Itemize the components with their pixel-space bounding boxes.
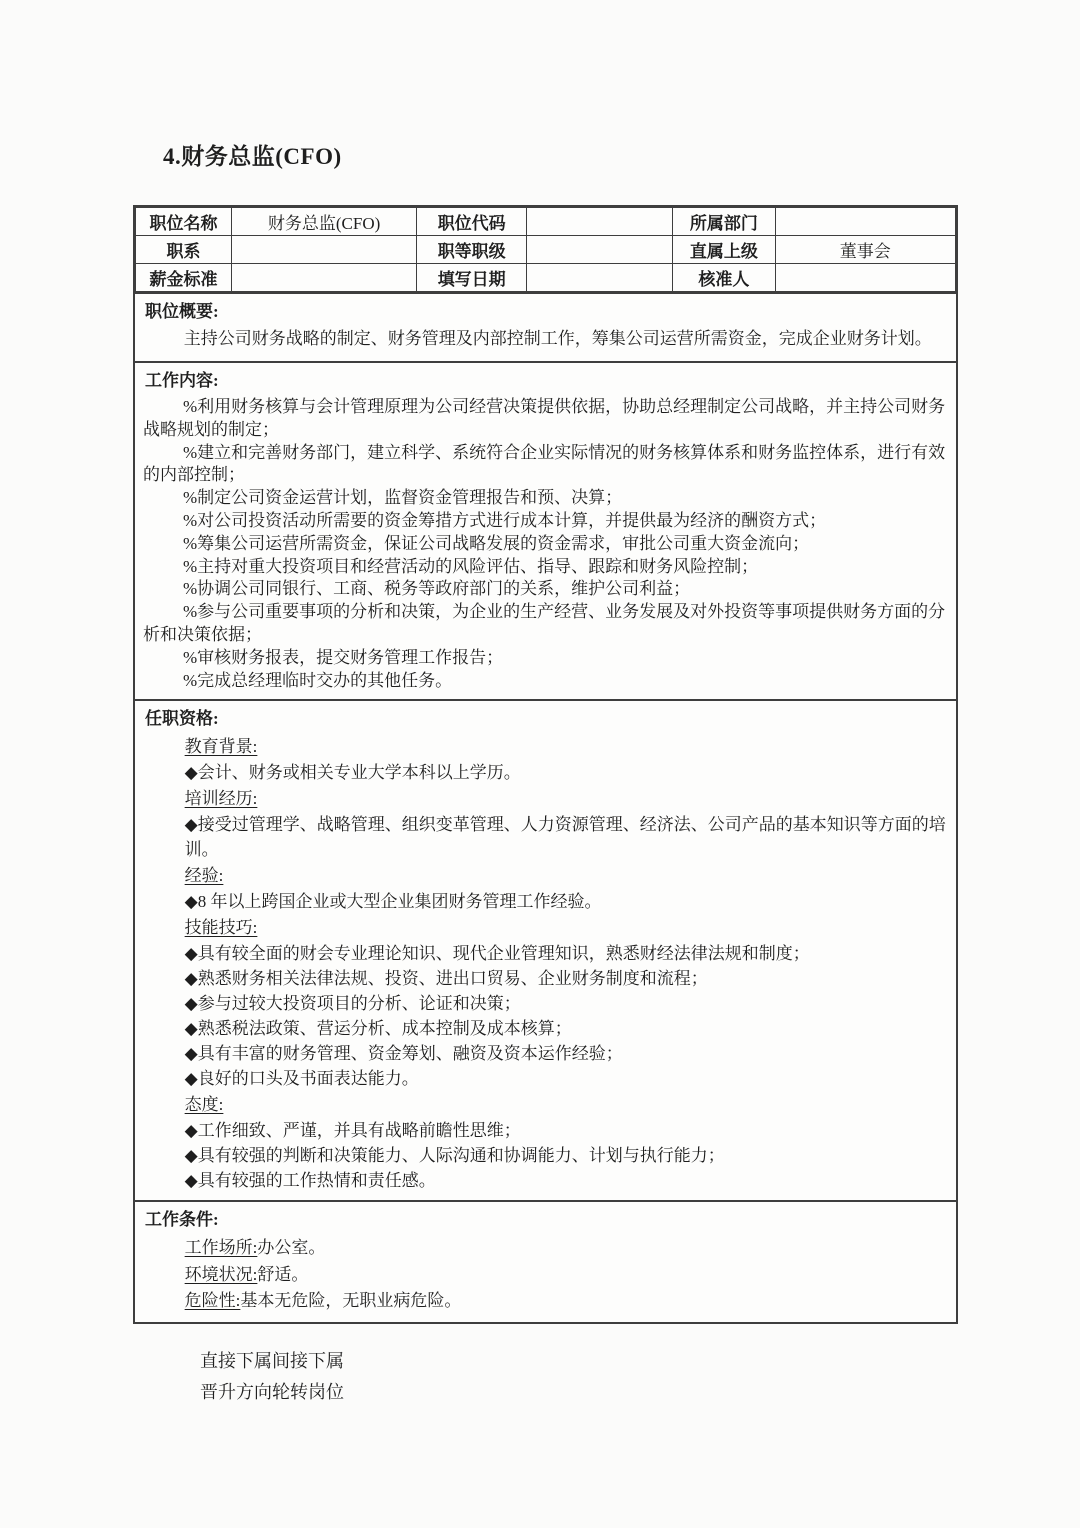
value-salary-standard — [231, 264, 416, 292]
duty-item: %利用财务核算与会计管理原理为公司经营决策提供依据，协助总经理制定公司战略，并主持公司财务战略规划的制定； — [143, 397, 946, 439]
label-job-family: 职系 — [136, 236, 232, 264]
qualification-subheading-experience: 经验: — [184, 866, 224, 886]
value-job-family — [231, 236, 416, 264]
section-heading: 任职资格: — [145, 709, 219, 729]
section-qualifications — [135, 699, 956, 1200]
section-work-conditions — [135, 1200, 956, 1322]
value-position-name: 财务总监(CFO) — [231, 208, 416, 236]
label-position-name: 职位名称 — [136, 208, 232, 236]
section-work-content — [135, 361, 956, 699]
footer-notes — [200, 1346, 958, 1408]
label-approver: 核准人 — [673, 264, 776, 292]
duty-item: %对公司投资活动所需要的资金筹措方式进行成本计算，并提供最为经济的酬资方式； — [182, 510, 827, 530]
qualification-item: ◆具有较全面的财会专业理论知识、现代企业管理知识，熟悉财经法律法规和制度； — [184, 944, 810, 964]
table-row — [136, 236, 956, 264]
value-job-grade — [527, 236, 673, 264]
table-row — [136, 264, 956, 292]
label-fill-date: 填写日期 — [417, 264, 527, 292]
label-salary-standard: 薪金标准 — [136, 264, 232, 292]
qualification-item: ◆会计、财务或相关专业大学本科以上学历。 — [184, 763, 521, 783]
qualification-item: ◆具有较强的工作热情和责任感。 — [184, 1171, 436, 1191]
qualification-subheading-skills: 技能技巧: — [184, 918, 258, 938]
job-description-form — [133, 205, 958, 1324]
footer-line-promotion: 晋升方向轮转岗位 — [200, 1381, 344, 1402]
duty-item: %建立和完善财务部门，建立科学、系统符合企业实际情况的财务核算体系和财务监控体系，进行有效的内部控制； — [143, 442, 946, 485]
duty-item: %主持对重大投资项目和经营活动的风险评估、指导、跟踪和财务风险控制； — [182, 556, 759, 576]
qualification-item: ◆良好的口头及书面表达能力。 — [184, 1069, 419, 1089]
duty-item: %审核财务报表，提交财务管理工作报告； — [182, 647, 504, 667]
section-heading: 职位概要: — [145, 302, 219, 321]
position-info-table — [135, 207, 956, 292]
qualification-item: ◆具有丰富的财务管理、资金筹划、融资及资本运作经验； — [184, 1044, 623, 1064]
qualification-item: ◆接受过管理学、战略管理、组织变革管理、人力资源管理、经济法、公司产品的基本知识等方面的培训。 — [184, 815, 946, 860]
qualification-item: ◆熟悉税法政策、营运分析、成本控制及成本核算； — [184, 1019, 572, 1039]
value-direct-supervisor: 董事会 — [775, 236, 955, 264]
qualification-subheading-education: 教育背景: — [184, 737, 258, 757]
label-position-code: 职位代码 — [417, 208, 527, 236]
qualification-item: ◆熟悉财务相关法律法规、投资、进出口贸易、企业财务制度和流程； — [184, 969, 708, 989]
qualification-item: ◆8 年以上跨国企业或大型企业集团财务管理工作经验。 — [184, 892, 602, 912]
footer-line-subordinates: 直接下属间接下属 — [200, 1350, 344, 1371]
section-heading: 工作条件: — [145, 1210, 219, 1230]
value-position-code — [527, 208, 673, 236]
qualification-subheading-attitude: 态度: — [184, 1095, 224, 1115]
duty-item: %协调公司同银行、工商、税务等政府部门的关系，维护公司利益； — [182, 579, 691, 599]
duty-item: %完成总经理临时交办的其他任务。 — [182, 670, 453, 690]
label-department: 所属部门 — [673, 208, 776, 236]
value-department — [775, 208, 955, 236]
label-direct-supervisor: 直属上级 — [673, 236, 776, 264]
qualification-item: ◆参与过较大投资项目的分析、论证和决策； — [184, 994, 521, 1014]
label-job-grade: 职等职级 — [417, 236, 527, 264]
condition-item-environment: 环境状况:舒适。 — [184, 1264, 309, 1284]
value-fill-date — [527, 264, 673, 292]
job-summary-text: 主持公司财务战略的制定、财务管理及内部控制工作，筹集公司运营所需资金，完成企业财务计划。 — [183, 329, 932, 348]
duty-item: %参与公司重要事项的分析和决策，为企业的生产经营、业务发展及对外投资等事项提供财务方面的分析和决策依据； — [143, 602, 946, 644]
section-job-summary — [135, 292, 956, 361]
section-heading: 工作内容: — [145, 371, 219, 390]
qualification-subheading-training: 培训经历: — [184, 789, 258, 809]
condition-item-risk: 危险性:基本无危险，无职业病危险。 — [184, 1291, 462, 1311]
table-row — [136, 208, 956, 236]
condition-item-workplace: 工作场所:办公室。 — [184, 1238, 326, 1258]
duty-item: %制定公司资金运营计划，监督资金管理报告和预、决算； — [182, 488, 623, 508]
page-title: 4.财务总监(CFO) — [163, 144, 342, 169]
qualification-item: ◆工作细致、严谨，并具有战略前瞻性思维； — [184, 1121, 521, 1141]
duty-item: %筹集公司运营所需资金，保证公司战略发展的资金需求，审批公司重大资金流向； — [182, 533, 810, 553]
qualification-item: ◆具有较强的判断和决策能力、人际沟通和协调能力、计划与执行能力； — [184, 1146, 725, 1166]
value-approver — [775, 264, 955, 292]
